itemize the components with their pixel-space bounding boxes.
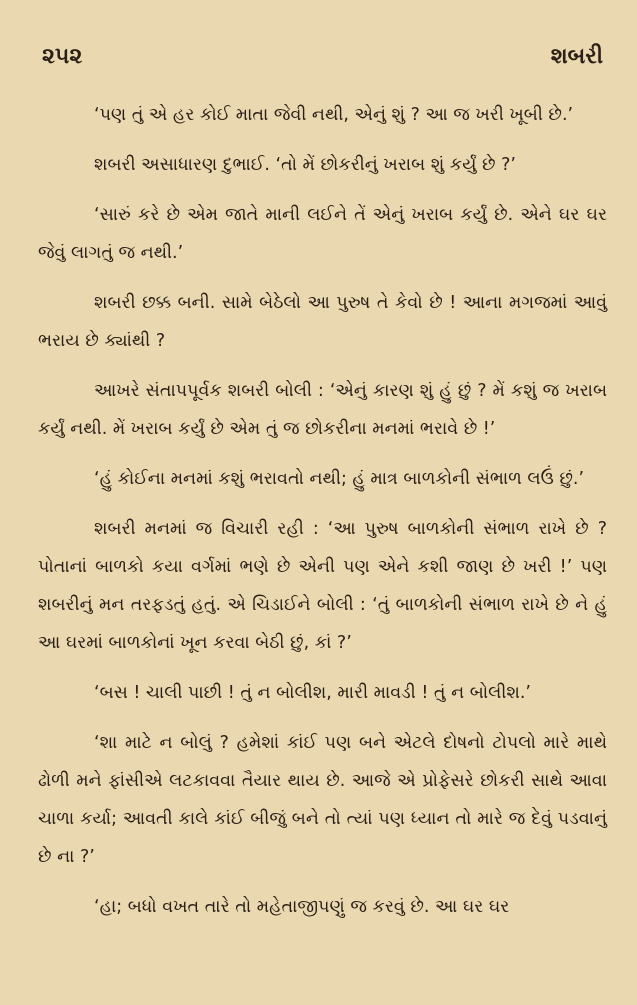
page-body [38, 96, 607, 926]
paragraph: શબરી મનમાં જ વિચારી રહી : ‘આ પુરુષ બાળકોની સંભાળ રાખે છે ? પોતાનાં બાળકો કયા વર્ગમાં ભણે છે એની પણ એને કશી જાણ છે ખરી !’ પણ શબરીનું મન તરફડતું હતું. એ ચિડાઈને બોલી : ‘તું બાળકોની સંભાળ રાખે છે ને હું આ ઘરમાં બાળકોનાં ખૂન કરવા બેઠી છું, કાં ?’ [38, 519, 607, 653]
paragraph: ‘બસ ! ચાલી પાછી ! તું ન બોલીશ, મારી માવડી ! તું ન બોલીશ.’ [94, 683, 531, 703]
page-number: ૨૫૨ [42, 44, 83, 69]
page-header [38, 44, 607, 84]
running-title: શબરી [550, 44, 603, 69]
paragraph: ‘પણ તું એ હર કોઈ માતા જેવી નથી, એનું શું ? આ જ ખરી ખૂબી છે.’ [94, 105, 574, 125]
paragraph: શબરી અસાધારણ દુભાઈ. ‘તો મેં છોકરીનું ખરાબ શું કર્યું છે ?’ [94, 155, 516, 175]
paragraph: આખરે સંતાપપૂર્વક શબરી બોલી : ‘એનું કારણ શું હું છું ? મેં કશું જ ખરાબ કર્યું નથી. મેં ખરાબ કર્યું છે એમ તું જ છોકરીના મનમાં ભરાવે છે !’ [38, 381, 607, 439]
paragraph: શબરી છક્ક બની. સામે બેઠેલો આ પુરુષ તે કેવો છે ! આના મગજમાં આવું ભરાય છે ક્યાંથી ? [38, 293, 607, 351]
paragraph: ‘સારું કરે છે એમ જાતે માની લઈને તેં એનું ખરાબ કર્યું છે. એને ઘર ઘર જેવું લાગતું જ નથી.’ [38, 205, 607, 263]
paragraph: ‘શા માટે ન બોલું ? હમેશાં કાંઈ પણ બને એટલે દોષનો ટોપલો મારે માથે ઢોળી મને ફાંસીએ લટકાવવા તૈયાર થાય છે. આજે એ પ્રોફેસરે છોકરી સાથે આવા ચાળા કર્યા; આવતી કાલે કાંઈ બીજું બને તો ત્યાં પણ ધ્યાન તો મારે જ દેવું પડવાનું છે ના ?’ [38, 733, 607, 867]
paragraph: ‘હા; બધો વખત તારે તો મહેતાજીપણું જ કરવું છે. આ ઘર ઘર [94, 897, 510, 917]
paragraph: ‘હું કોઈના મનમાં કશું ભરાવતો નથી; હું માત્ર બાળકોની સંભાળ લઉં છું.’ [94, 469, 585, 489]
